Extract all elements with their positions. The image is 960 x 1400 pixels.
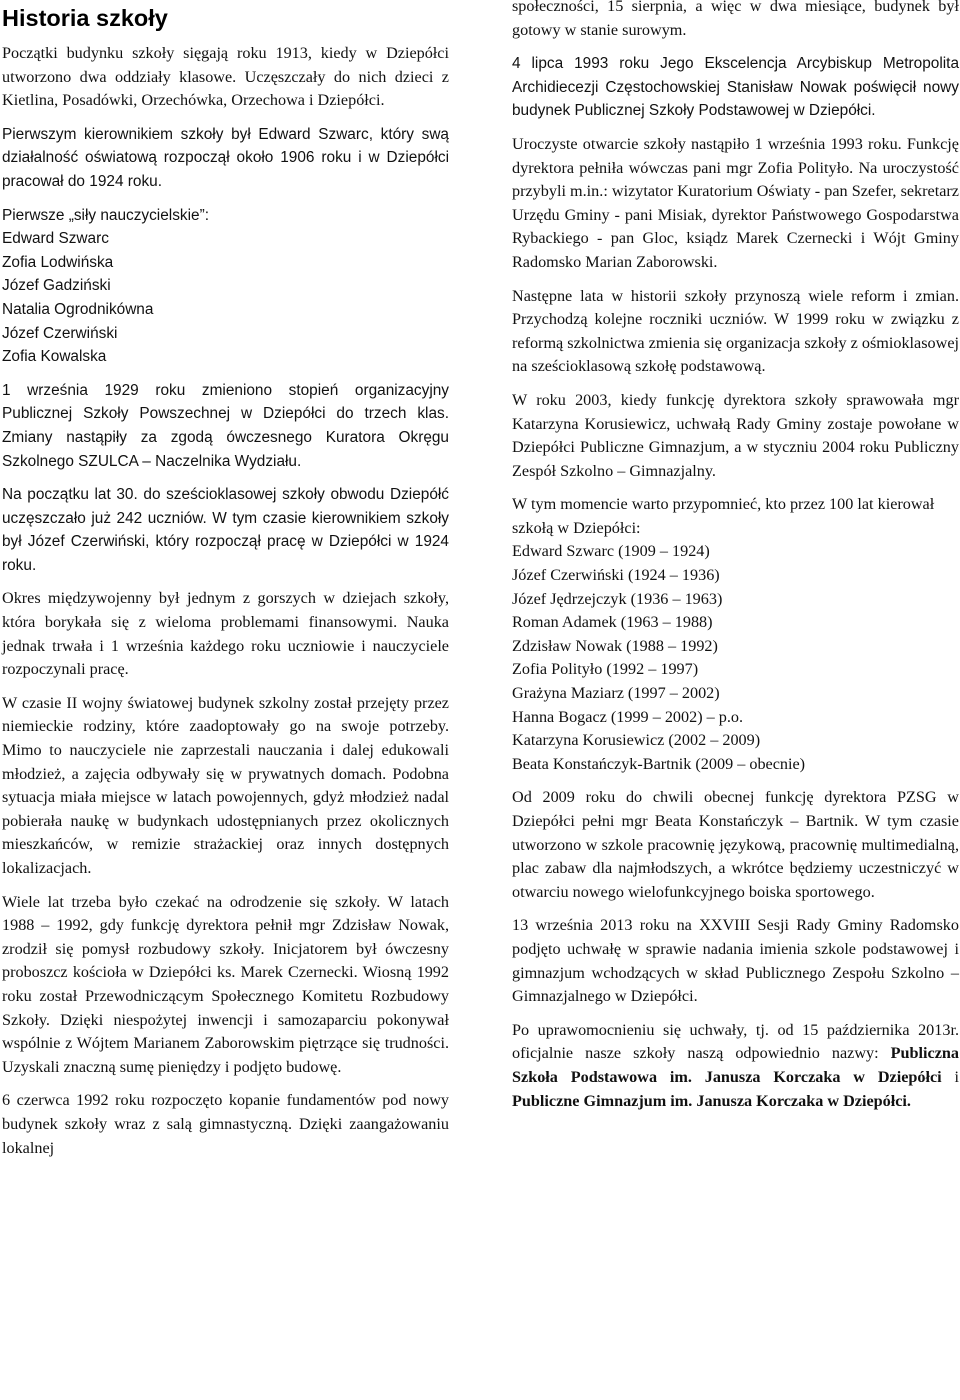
paragraph-opening: Uroczyste otwarcie szkoły nastąpiło 1 września 1993 roku. Funkcję dyrektora pełniła wówczas pani mgr Zofia Polityło. Na uroczystość przybyli m.in.: wizytator Kuratorium Oświaty - pan Szefer, sekretarz Urzędu Gminy - pani Misiak, dyrektor Państwowego Gospodarstwa Rybackiego - pan Gloc, ksiądz Marek Czernecki i Wójt Gminy Radomsko Marian Zaborowski. [512,134,959,271]
paragraph-beginnings: Początki budynku szkoły sięgają roku 1913, kiedy w Dziepółci utworzono dwa oddziały klasowe. Uczęszczały do nich dzieci z Kietlina, Posadówki, Orzechówka, Orzechowa i Dziepółci. [2,44,449,110]
paragraph-shell-ready: społeczności, 15 sierpnia, a więc w dwa miesiące, budynek był gotowy w stanie surowym. [512,0,959,39]
director-item: Hanna Bogacz (1999 – 2002) – p.o. [512,707,744,726]
director-item: Józef Jędrzejczyk (1936 – 1963) [512,589,723,608]
paragraph-ww2: W czasie II wojny światowej budynek szkolny został przejęty przez niemieckie rodziny, które zaadoptowały go na swoje potrzeby. Mimo to nauczyciele nie zaprzestali nauczania i dalej edukowali młodzież, a zajęcia odbywały się w prywatnych domach. Podobna sytuacja miała miejsce w latach powojennych, gdyż młodzież nadal pobierała naukę w budynkach udostępnianych przez okolicznych mieszkańców, w remizie strażackiej oraz innych dostępnych lokalizacjach. [2,693,449,877]
paragraph-first-head: Pierwszym kierownikiem szkoły był Edward Szwarc, który swą działalność oświatową rozpoczął około 1906 roku i w Dziepółci pracował do 1924 roku. [2,125,449,190]
primary-school-name: Publiczna Szkoła Podstawowa im. Janusza Korczaka w Dziepółci [512,1044,959,1086]
directors-intro: W tym momencie warto przypomnieć, kto przez 100 lat kierował szkołą w Dziepółci: [512,495,935,537]
page-title: Historia szkoły [2,5,168,31]
teacher-item: Józef Czerwiński [2,324,118,342]
first-teachers-heading: Pierwsze „siły nauczycielskie”: [2,206,209,224]
director-item: Zdzisław Nowak (1988 – 1992) [512,636,718,655]
directors-list [512,493,959,776]
official-names-conjunction: i [941,1067,960,1086]
paragraph-consecration: 4 lipca 1993 roku Jego Ekscelencja Arcybiskup Metropolita Archidiecezji Częstochowskiej Stanisław Nowak poświęcił nowy budynek Publicznej Szkoły Podstawowej w Dziepółci. [512,55,959,120]
paragraph-rebuild: Wiele lat trzeba było czekać na odrodzenie się szkoły. W latach 1988 – 1992, gdy funkcję dyrektora pełnił mgr Zdzisław Nowak, zrodził się pomysł rozbudowy szkoły. Inicjatorem był ówczesny proboszcz kościoła w Dziepółci ks. Marek Czernecki. Wiosną 1992 roku został Przewodniczącym Społecznego Komitetu Rozbudowy Szkoły. Dzięki niespożytej inwencji i samozaparciu pokonywał wspólnie z Wójtem Marianem Zaborowskim piętrzące się trudności. Uzyskali znaczną sumę pieniędzy i podjęto budowę. [2,892,449,1076]
paragraph-foundations: 6 czerwca 1992 roku rozpoczęto kopanie fundamentów pod nowy budynek szkoły wraz z salą gimnastyczną. Dzięki zaangażowaniu lokalnej [2,1091,449,1157]
left-column [2,0,449,1170]
teacher-item: Edward Szwarc [2,230,109,248]
director-item: Beata Konstańczyk-Bartnik (2009 – obecnie) [512,754,806,773]
first-teachers-list [2,204,449,369]
director-item: Edward Szwarc (1909 – 1924) [512,542,710,561]
director-item: Katarzyna Korusiewicz (2002 – 2009) [512,731,761,750]
paragraph-official-names [512,1019,959,1113]
paragraph-2009: Od 2009 roku do chwili obecnej funkcję dyrektora PZSG w Dziepółci pełni mgr Beata Konstańczyk – Bartnik. W tym czasie utworzono w szkole pracownię językową, pracownię multimedialną, plac zabaw dla najmłodszych, a wkrótce będziemy uczestniczyć w otwarciu nowego wielofunkcyjnego boiska sportowego. [512,788,959,901]
teacher-item: Józef Gadziński [2,277,111,295]
director-item: Józef Czerwiński (1924 – 1936) [512,566,720,585]
director-item: Roman Adamek (1963 – 1988) [512,613,713,632]
teacher-item: Zofia Kowalska [2,348,107,366]
teacher-item: Natalia Ogrodnikówna [2,300,154,318]
paragraph-interwar: Okres międzywojenny był jednym z gorszych w dziejach szkoły, która borykała się z wieloma problemami finansowymi. Nauka jednak trwała i 1 września każdego roku uczniowie i nauczyciele rozpoczynali pracę. [2,589,449,679]
official-names-intro: Po uprawomocnieniu się uchwały, tj. od 15 października 2013r. oficjalnie nasze szkoły naszą odpowiednio nazwy: [512,1020,959,1063]
paragraph-reforms: Następne lata w historii szkoły przynoszą wiele reform i zmian. Przychodzą kolejne roczniki uczniów. W 1999 roku w związku z reformą szkolnictwa zmienia się organizacja szkoły z ośmioklasowej na sześcioklasową szkołę podstawową. [512,286,959,376]
teacher-item: Zofia Lodwińska [2,253,114,271]
director-item: Grażyna Maziarz (1997 – 2002) [512,684,720,703]
paragraph-1929: 1 września 1929 roku zmieniono stopień organizacyjny Publicznej Szkoły Powszechnej w Dziepółci do trzech klas. Zmiany nastąpiły za zgodą ówczesnego Kuratora Okręgu Szkolnego SZULCA – Naczelnika Wydziału. [2,381,449,470]
right-column [512,0,959,1123]
director-item: Zofia Polityło (1992 – 1997) [512,660,699,679]
paragraph-1930s: Na początku lat 30. do sześcioklasowej szkoły obwodu Dziepółć uczęszczało już 242 uczniów. W tym czasie kierownikiem szkoły był Józef Czerwiński, który rozpoczął pracę w Dziepółci w 1924 roku. [2,486,449,574]
paragraph-gymnasium: W roku 2003, kiedy funkcję dyrektora szkoły sprawowała mgr Katarzyna Korusiewicz, uchwałą Rady Gminy zostaje powołane w Dziepółci Publiczne Gimnazjum, a w styczniu 2004 roku Publiczny Zespół Szkolno – Gimnazjalny. [512,390,959,480]
gymnasium-name: Publiczne Gimnazjum im. Janusza Korczaka w Dziepółci. [512,1091,911,1110]
paragraph-naming-resolution: 13 września 2013 roku na XXVIII Sesji Rady Gminy Radomsko podjęto uchwałę w sprawie nadania imienia szkole podstawowej i gimnazjum wchodzących w skład Publicznego Zespołu Szkolno – Gimnazjalnego w Dziepółci. [512,916,959,1006]
